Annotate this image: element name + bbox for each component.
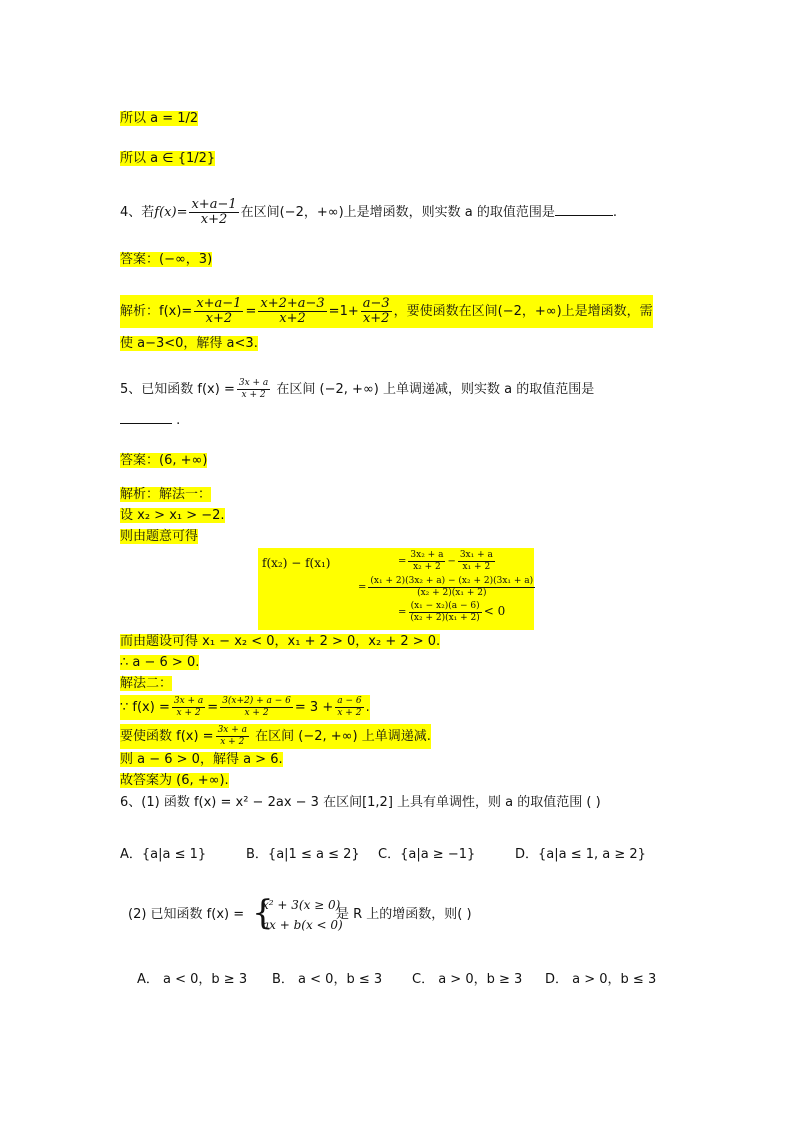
question-6-1	[120, 794, 601, 812]
q5-solution-3	[120, 528, 198, 546]
question-5	[120, 378, 594, 401]
proof-r3-den: (x₂ + 2)(x₁ + 2)	[410, 613, 480, 623]
q5-solution-method-2: 解法二：	[120, 676, 173, 691]
proof-r2-den: (x₂ + 2)(x₁ + 2)	[417, 588, 487, 598]
proof-r1-num-1: 3x₂ + a	[410, 550, 444, 560]
q4-fraction	[189, 198, 238, 227]
q4-sol-num-2: x+2+a−3	[260, 296, 325, 311]
q5-s7-den-1: x + 2	[176, 708, 201, 718]
q5-s8-den: x + 2	[220, 737, 245, 747]
q6-2-option-d: D． a > 0，b ≤ 3	[545, 972, 657, 987]
q5-solution-1	[120, 486, 211, 504]
proof-r1-eq: =	[398, 556, 407, 567]
q6-2-option-a: A． a < 0，b ≥ 3	[137, 972, 248, 987]
q5-s7-den-2: x + 2	[244, 708, 269, 718]
q4-numerator: x+a−1	[191, 197, 237, 212]
q5-blank-line	[120, 411, 180, 430]
proof-r1-minus: −	[447, 556, 456, 567]
q4-sol-frac-1	[194, 297, 243, 326]
proof-r1-num-2: 3x₁ + a	[459, 550, 493, 560]
conclusion-line-2	[120, 150, 215, 168]
q5-suffix: 在区间 (−2, +∞) 上单调递减，则实数 a 的取值范围是	[276, 382, 595, 397]
q4-solution-lead: 解析：f(x)=	[120, 304, 193, 319]
q5-solution-5	[120, 654, 199, 672]
question-6-2	[128, 906, 244, 924]
q5-s7-num-2: 3(x+2) + a − 6	[222, 696, 291, 706]
q4-sol-frac-3	[361, 297, 392, 326]
q4-answer: 答案：(−∞，3)	[120, 252, 213, 267]
q5-solution-result: 则 a − 6 > 0，解得 a > 6.	[120, 752, 283, 767]
q5-s7-frac-3	[335, 696, 363, 719]
proof-r3-tail: < 0	[483, 604, 506, 618]
q5-s7-eq: =	[207, 700, 219, 715]
q5-answer-blank	[120, 411, 172, 424]
q4-solution-line-2	[120, 335, 258, 353]
proof-r3-frac	[408, 601, 481, 624]
q5-solution-final: 故答案为 (6, +∞).	[120, 773, 229, 788]
q5-s8-tail: 在区间 (−2, +∞) 上单调递减.	[255, 729, 431, 744]
q5-s7-end: .	[365, 700, 370, 715]
q5-s7-lead: ∵ f(x) =	[120, 700, 170, 715]
proof-lhs: f(x₂) − f(x₁)	[262, 556, 331, 570]
q5-denominator: x + 2	[241, 390, 266, 400]
proof-r2-num: (x₁ + 2)(3x₂ + a) − (x₂ + 2)(3x₁ + a)	[370, 576, 534, 586]
q5-answer-line	[120, 452, 207, 470]
q6-2-case-1: x² + 3(x ≥ 0)	[262, 898, 341, 912]
q6-2-prefix: (2) 已知函数 f(x) =	[128, 907, 245, 922]
proof-r1-frac-2	[458, 550, 495, 573]
q6-1-text: 6、(1) 函数 f(x) = x² − 2ax − 3 在区间[1,2] 上具有单调性，则 a 的取值范围 ( )	[120, 795, 601, 810]
q5-s8-highlight	[120, 724, 431, 749]
q6-2-suffix-line	[336, 906, 472, 924]
q6-2-suffix: 是 R 上的增函数，则( )	[336, 907, 472, 922]
question-4	[120, 198, 617, 227]
q6-1-option-b: B．{a|1 ≤ a ≤ 2}	[246, 847, 360, 862]
proof-r1-den-1: x₂ + 2	[413, 562, 441, 572]
q4-sol-num-3: a−3	[362, 296, 390, 311]
q5-solution-therefore: ∴ a − 6 > 0.	[120, 655, 200, 670]
proof-r1-frac-1	[408, 550, 445, 573]
q5-prefix: 5、已知函数 f(x) =	[120, 382, 235, 397]
q4-sol-frac-2	[258, 297, 326, 326]
proof-r2-frac	[368, 576, 535, 599]
q5-solution-7	[120, 695, 370, 720]
conclusion-line-1	[120, 110, 198, 128]
q6-1-option-c: C．{a|a ≥ −1}	[378, 847, 476, 862]
q6-2-option-b: B． a < 0，b ≤ 3	[272, 972, 383, 987]
q5-solution-9	[120, 751, 283, 769]
q5-solution-method-1: 解析：解法一：	[120, 487, 212, 502]
q4-sol-one: =1+	[328, 304, 359, 319]
q5-solution-assume: 设 x₂ > x₁ > −2.	[120, 508, 225, 523]
proof-row-3	[398, 601, 505, 624]
q5-solution-10	[120, 772, 229, 790]
q4-solution-conclusion: 使 a−3<0，解得 a<3.	[120, 336, 258, 351]
q6-2-option-c: C． a > 0，b ≥ 3	[412, 972, 523, 987]
q6-2-case-2: ax + b(x < 0)	[262, 918, 343, 932]
q5-s8-frac	[216, 725, 249, 748]
q5-solution-derive: 则由题意可得	[120, 529, 199, 544]
q5-s7-num-1: 3x + a	[173, 696, 204, 706]
proof-row-1	[398, 550, 497, 573]
q5-s7-three: = 3 +	[294, 700, 334, 715]
q5-numerator: 3x + a	[238, 378, 269, 388]
q5-solution-2	[120, 507, 225, 525]
q5-s7-den-3: x + 2	[337, 708, 362, 718]
q4-solution-highlight	[120, 295, 653, 328]
q4-end: .	[612, 205, 618, 220]
q4-prefix: 4、若	[120, 205, 155, 220]
q5-s8-num: 3x + a	[217, 725, 248, 735]
q4-answer-line	[120, 251, 212, 269]
q4-sol-tail: ，要使函数在区间(−2，+∞)上是增函数，需	[393, 304, 653, 319]
conclusion-text-2: 所以 a ∈ {1/2}	[120, 151, 216, 166]
q4-sol-den-2: x+2	[279, 311, 306, 326]
proof-row-2	[358, 576, 537, 599]
q4-denominator: x+2	[200, 212, 228, 227]
q5-answer: 答案：(6, +∞)	[120, 453, 208, 468]
q4-answer-blank	[555, 203, 613, 216]
proof-r3-num: (x₁ − x₂)(a − 6)	[410, 601, 480, 611]
proof-r2-eq: =	[358, 582, 367, 593]
q5-solution-8	[120, 724, 431, 749]
q4-sol-num-1: x+a−1	[196, 296, 242, 311]
q4-fx: f(x)=	[154, 205, 188, 220]
q4-solution-line-1	[120, 295, 653, 328]
q5-fraction	[237, 378, 270, 401]
proof-r3-eq: =	[398, 607, 407, 618]
q6-1-option-a: A．{a|a ≤ 1}	[120, 847, 207, 862]
q5-s7-frac-1	[172, 696, 205, 719]
q4-sol-den-1: x+2	[205, 311, 233, 326]
q5-s7-highlight	[120, 695, 370, 720]
q4-sol-den-3: x+2	[362, 311, 390, 326]
q5-solution-4	[120, 633, 440, 651]
q5-s7-frac-2	[220, 696, 293, 719]
q5-s8-lead: 要使函数 f(x) =	[120, 729, 214, 744]
conclusion-text-1: 所以 a = 1/2	[120, 111, 199, 126]
q4-suffix: 在区间(−2，+∞)上是增函数，则实数 a 的取值范围是	[240, 205, 555, 220]
piecewise-brace: {	[252, 893, 274, 933]
q5-s7-num-3: a − 6	[337, 696, 362, 706]
q6-1-option-d: D．{a|a ≤ 1, a ≥ 2}	[515, 847, 646, 862]
q5-solution-conditions: 而由题设可得 x₁ − x₂ < 0，x₁ + 2 > 0，x₂ + 2 > 0.	[120, 634, 441, 649]
q5-end: .	[176, 413, 181, 428]
q4-sol-eq: =	[245, 304, 257, 319]
q5-solution-6	[120, 675, 172, 693]
proof-r1-den-2: x₁ + 2	[462, 562, 491, 572]
